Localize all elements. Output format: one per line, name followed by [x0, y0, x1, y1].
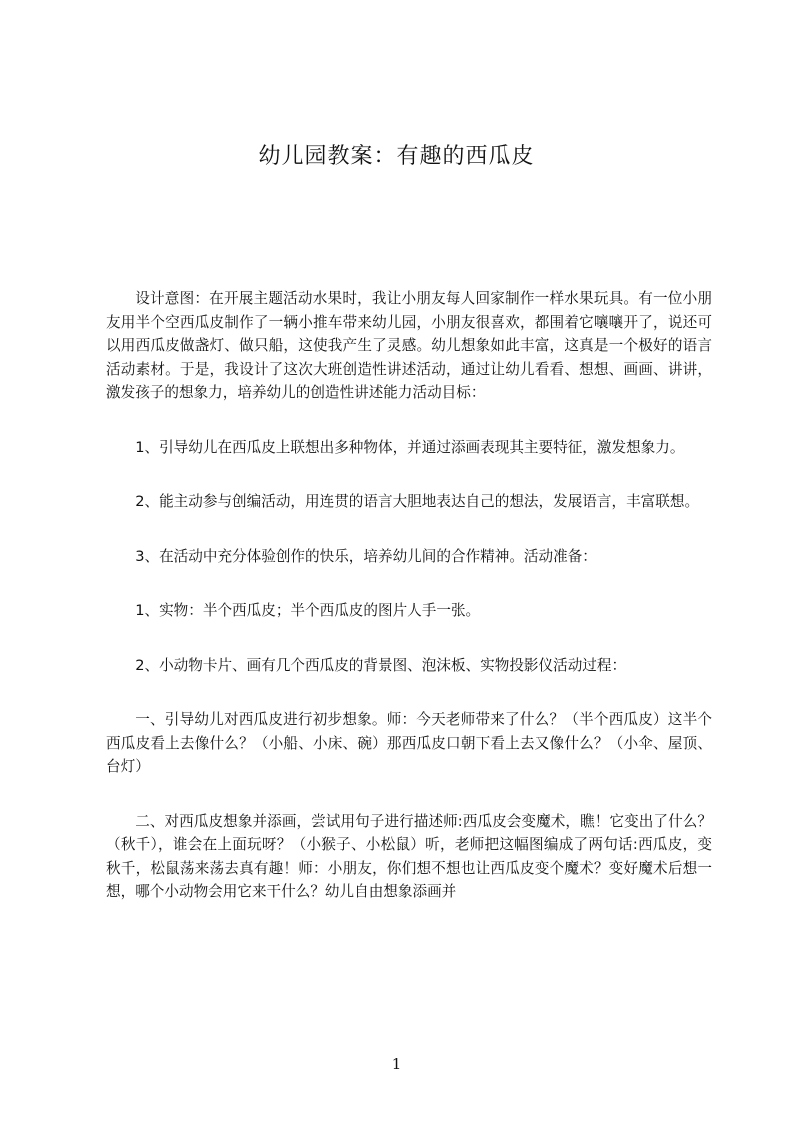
paragraph-design-intent: 设计意图：在开展主题活动水果时，我让小朋友每人回家制作一样水果玩具。有一位小朋友用半个空西瓜皮制作了一辆小推车带来幼儿园，小朋友很喜欢，都围着它嚷嚷开了，说还可以用西瓜皮做盏灯、做只船，这使我产生了灵感。幼儿想象如此丰富，这真是一个极好的语言活动素材。于是，我设计了这次大班创造性讲述活动，通过让幼儿看看、想想、画画、讲讲，激发孩子的想象力，培养幼儿的创造性讲述能力活动目标：	[106, 290, 712, 401]
paragraph-goal-1: 1、引导幼儿在西瓜皮上联想出多种物体，并通过添画表现其主要特征，激发想象力。	[135, 438, 685, 456]
paragraph-goal-2: 2、能主动参与创编活动，用连贯的语言大胆地表达自己的想法，发展语言，丰富联想。	[135, 493, 700, 510]
document-title: 幼儿园教案：有趣的西瓜皮	[258, 144, 535, 169]
page-number: 1	[391, 1055, 402, 1073]
document-body	[106, 287, 712, 904]
paragraph-prep-2: 2、小动物卡片、画有几个西瓜皮的背景图、泡沫板、实物投影仪活动过程：	[135, 656, 627, 674]
paragraph-step-1: 一、引导幼儿对西瓜皮进行初步想象。师：今天老师带来了什么？（半个西瓜皮）这半个西瓜皮看上去像什么？（小船、小床、碗）那西瓜皮口朝下看上去又像什么？（小伞、屋顶、台灯）	[106, 711, 712, 775]
paragraph-step-2: 二、对西瓜皮想象并添画，尝试用句子进行描述师:西瓜皮会变魔术，瞧！它变出了什么？（秋千），谁会在上面玩呀？（小猴子、小松鼠）听，老师把这幅图编成了两句话:西瓜皮，变秋千，松鼠荡来荡去真有趣！师：小朋友，你们想不想也让西瓜皮变个魔术？变好魔术后想一想，哪个小动物会用它来干什么？幼儿自由想象添画并	[106, 812, 712, 900]
paragraph-prep-1: 1、实物：半个西瓜皮；半个西瓜皮的图片人手一张。	[135, 602, 481, 619]
paragraph-goal-3: 3、在活动中充分体验创作的快乐，培养幼儿间的合作精神。活动准备：	[135, 547, 597, 565]
